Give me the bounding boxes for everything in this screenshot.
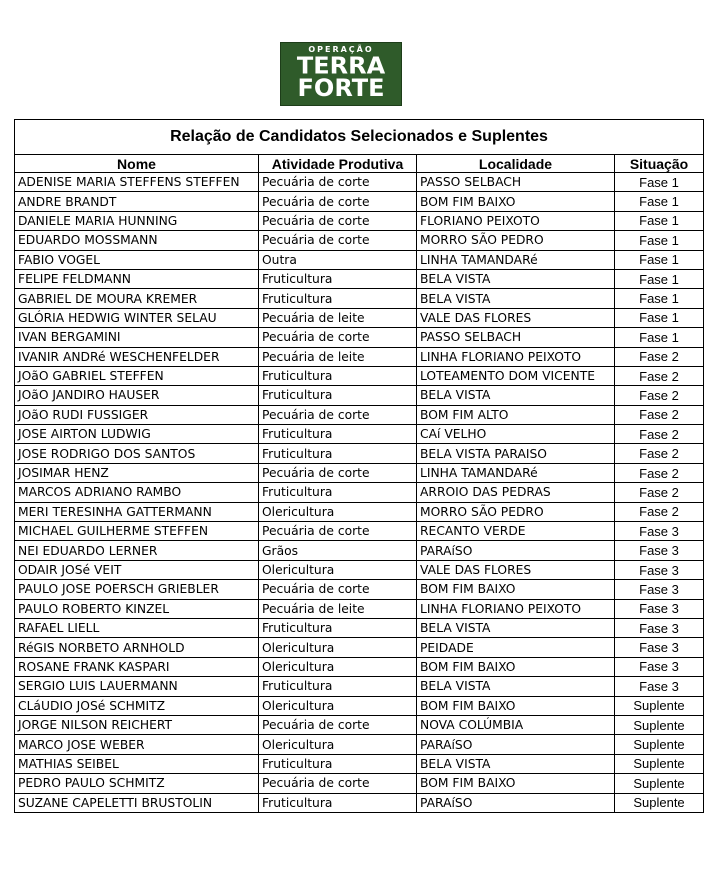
cell-nome: JOãO RUDI FUSSIGER xyxy=(15,405,259,424)
table-row xyxy=(15,250,704,269)
cell-localidade: VALE DAS FLORES xyxy=(417,560,615,579)
cell-situacao: Suplente xyxy=(615,793,704,812)
cell-localidade: NOVA COLÚMBIA xyxy=(417,715,615,734)
cell-atividade: Pecuária de corte xyxy=(259,715,417,734)
table-row xyxy=(15,289,704,308)
cell-localidade: PARAíSO xyxy=(417,541,615,560)
cell-localidade: PASSO SELBACH xyxy=(417,173,615,192)
cell-localidade: LINHA TAMANDARé xyxy=(417,463,615,482)
cell-localidade: MORRO SÃO PEDRO xyxy=(417,502,615,521)
cell-situacao: Fase 1 xyxy=(615,269,704,288)
cell-atividade: Fruticultura xyxy=(259,793,417,812)
table-row xyxy=(15,560,704,579)
table-row xyxy=(15,405,704,424)
cell-localidade: BELA VISTA xyxy=(417,386,615,405)
cell-atividade: Pecuária de corte xyxy=(259,328,417,347)
cell-nome: NEI EDUARDO LERNER xyxy=(15,541,259,560)
cell-atividade: Pecuária de corte xyxy=(259,405,417,424)
cell-localidade: LINHA TAMANDARé xyxy=(417,250,615,269)
table-row xyxy=(15,483,704,502)
cell-situacao: Suplente xyxy=(615,696,704,715)
cell-nome: JOSE AIRTON LUDWIG xyxy=(15,425,259,444)
cell-localidade: CAí VELHO xyxy=(417,425,615,444)
table-title: Relação de Candidatos Selecionados e Suplentes xyxy=(15,120,704,155)
cell-situacao: Suplente xyxy=(615,774,704,793)
cell-situacao: Suplente xyxy=(615,754,704,773)
cell-atividade: Pecuária de corte xyxy=(259,173,417,192)
table-row xyxy=(15,269,704,288)
cell-atividade: Olericultura xyxy=(259,696,417,715)
cell-nome: CLáUDIO JOSé SCHMITZ xyxy=(15,696,259,715)
cell-nome: JOãO JANDIRO HAUSER xyxy=(15,386,259,405)
cell-atividade: Olericultura xyxy=(259,638,417,657)
header-nome: Nome xyxy=(15,155,259,173)
table-row xyxy=(15,366,704,385)
cell-localidade: BELA VISTA xyxy=(417,754,615,773)
cell-atividade: Fruticultura xyxy=(259,289,417,308)
cell-nome: PEDRO PAULO SCHMITZ xyxy=(15,774,259,793)
cell-atividade: Olericultura xyxy=(259,560,417,579)
cell-atividade: Fruticultura xyxy=(259,444,417,463)
cell-situacao: Fase 1 xyxy=(615,192,704,211)
cell-localidade: BOM FIM BAIXO xyxy=(417,774,615,793)
cell-nome: JOSIMAR HENZ xyxy=(15,463,259,482)
cell-situacao: Fase 2 xyxy=(615,347,704,366)
cell-situacao: Fase 3 xyxy=(615,560,704,579)
cell-localidade: ARROIO DAS PEDRAS xyxy=(417,483,615,502)
cell-localidade: PARAíSO xyxy=(417,735,615,754)
logo-top-text: OPERAÇÃO xyxy=(308,45,374,54)
cell-localidade: LOTEAMENTO DOM VICENTE xyxy=(417,366,615,385)
cell-atividade: Pecuária de corte xyxy=(259,231,417,250)
table-row xyxy=(15,425,704,444)
cell-situacao: Fase 3 xyxy=(615,580,704,599)
cell-localidade: PASSO SELBACH xyxy=(417,328,615,347)
table-row xyxy=(15,173,704,192)
cell-situacao: Suplente xyxy=(615,735,704,754)
table-row xyxy=(15,696,704,715)
table-row xyxy=(15,328,704,347)
table-row xyxy=(15,599,704,618)
cell-atividade: Grãos xyxy=(259,541,417,560)
cell-atividade: Fruticultura xyxy=(259,754,417,773)
cell-nome: FABIO VOGEL xyxy=(15,250,259,269)
cell-atividade: Pecuária de corte xyxy=(259,192,417,211)
candidates-table xyxy=(14,119,704,813)
cell-localidade: BOM FIM BAIXO xyxy=(417,657,615,676)
cell-atividade: Fruticultura xyxy=(259,425,417,444)
cell-nome: IVAN BERGAMINI xyxy=(15,328,259,347)
cell-atividade: Outra xyxy=(259,250,417,269)
cell-atividade: Pecuária de corte xyxy=(259,211,417,230)
table-row xyxy=(15,580,704,599)
cell-atividade: Fruticultura xyxy=(259,366,417,385)
cell-situacao: Fase 3 xyxy=(615,618,704,637)
cell-localidade: BELA VISTA PARAISO xyxy=(417,444,615,463)
cell-situacao: Fase 2 xyxy=(615,386,704,405)
cell-localidade: PEIDADE xyxy=(417,638,615,657)
table-row xyxy=(15,386,704,405)
cell-atividade: Pecuária de corte xyxy=(259,774,417,793)
cell-situacao: Fase 3 xyxy=(615,657,704,676)
cell-situacao: Fase 2 xyxy=(615,483,704,502)
cell-atividade: Fruticultura xyxy=(259,618,417,637)
cell-nome: DANIELE MARIA HUNNING xyxy=(15,211,259,230)
cell-situacao: Fase 1 xyxy=(615,308,704,327)
table-row xyxy=(15,754,704,773)
table-row xyxy=(15,231,704,250)
cell-atividade: Pecuária de leite xyxy=(259,308,417,327)
cell-nome: ADENISE MARIA STEFFENS STEFFEN xyxy=(15,173,259,192)
cell-localidade: BELA VISTA xyxy=(417,677,615,696)
cell-localidade: FLORIANO PEIXOTO xyxy=(417,211,615,230)
cell-nome: MERI TERESINHA GATTERMANN xyxy=(15,502,259,521)
table-row xyxy=(15,522,704,541)
cell-nome: GLÓRIA HEDWIG WINTER SELAU xyxy=(15,308,259,327)
cell-nome: JOSE RODRIGO DOS SANTOS xyxy=(15,444,259,463)
cell-situacao: Fase 1 xyxy=(615,211,704,230)
cell-localidade: BELA VISTA xyxy=(417,269,615,288)
cell-nome: JORGE NILSON REICHERT xyxy=(15,715,259,734)
table-row xyxy=(15,347,704,366)
cell-situacao: Fase 1 xyxy=(615,231,704,250)
cell-situacao: Fase 2 xyxy=(615,425,704,444)
cell-nome: IVANIR ANDRé WESCHENFELDER xyxy=(15,347,259,366)
cell-nome: MARCOS ADRIANO RAMBO xyxy=(15,483,259,502)
cell-situacao: Fase 3 xyxy=(615,677,704,696)
cell-nome: ROSANE FRANK KASPARI xyxy=(15,657,259,676)
cell-localidade: BOM FIM BAIXO xyxy=(417,580,615,599)
cell-situacao: Fase 3 xyxy=(615,638,704,657)
cell-nome: MATHIAS SEIBEL xyxy=(15,754,259,773)
cell-nome: EDUARDO MOSSMANN xyxy=(15,231,259,250)
cell-atividade: Pecuária de leite xyxy=(259,347,417,366)
cell-situacao: Fase 2 xyxy=(615,444,704,463)
cell-atividade: Fruticultura xyxy=(259,483,417,502)
cell-atividade: Olericultura xyxy=(259,735,417,754)
table-row xyxy=(15,192,704,211)
cell-localidade: BELA VISTA xyxy=(417,618,615,637)
cell-situacao: Fase 2 xyxy=(615,502,704,521)
header-atividade: Atividade Produtiva xyxy=(259,155,417,173)
cell-atividade: Pecuária de corte xyxy=(259,580,417,599)
table-row xyxy=(15,618,704,637)
cell-situacao: Fase 2 xyxy=(615,366,704,385)
cell-atividade: Pecuária de leite xyxy=(259,599,417,618)
cell-situacao: Fase 1 xyxy=(615,289,704,308)
header-localidade: Localidade xyxy=(417,155,615,173)
cell-situacao: Fase 2 xyxy=(615,405,704,424)
cell-localidade: VALE DAS FLORES xyxy=(417,308,615,327)
table-row xyxy=(15,444,704,463)
cell-nome: PAULO ROBERTO KINZEL xyxy=(15,599,259,618)
cell-situacao: Suplente xyxy=(615,715,704,734)
table-row xyxy=(15,211,704,230)
cell-situacao: Fase 1 xyxy=(615,173,704,192)
cell-atividade: Olericultura xyxy=(259,657,417,676)
cell-nome: MARCO JOSE WEBER xyxy=(15,735,259,754)
cell-localidade: BELA VISTA xyxy=(417,289,615,308)
table-row xyxy=(15,657,704,676)
cell-nome: RéGIS NORBETO ARNHOLD xyxy=(15,638,259,657)
cell-localidade: BOM FIM ALTO xyxy=(417,405,615,424)
cell-atividade: Fruticultura xyxy=(259,269,417,288)
table-row xyxy=(15,715,704,734)
cell-situacao: Fase 1 xyxy=(615,328,704,347)
cell-localidade: PARAíSO xyxy=(417,793,615,812)
cell-nome: ODAIR JOSé VEIT xyxy=(15,560,259,579)
table-row xyxy=(15,502,704,521)
cell-nome: PAULO JOSE POERSCH GRIEBLER xyxy=(15,580,259,599)
table-row xyxy=(15,793,704,812)
table-row xyxy=(15,677,704,696)
cell-situacao: Fase 1 xyxy=(615,250,704,269)
cell-localidade: LINHA FLORIANO PEIXOTO xyxy=(417,347,615,366)
logo-line-2: FORTE xyxy=(297,74,385,102)
cell-nome: SERGIO LUIS LAUERMANN xyxy=(15,677,259,696)
cell-localidade: LINHA FLORIANO PEIXOTO xyxy=(417,599,615,618)
table-row xyxy=(15,463,704,482)
cell-nome: SUZANE CAPELETTI BRUSTOLIN xyxy=(15,793,259,812)
cell-nome: RAFAEL LIELL xyxy=(15,618,259,637)
terra-forte-logo xyxy=(280,42,402,106)
header-situacao: Situação xyxy=(615,155,704,173)
cell-nome: GABRIEL DE MOURA KREMER xyxy=(15,289,259,308)
cell-nome: JOãO GABRIEL STEFFEN xyxy=(15,366,259,385)
cell-nome: MICHAEL GUILHERME STEFFEN xyxy=(15,522,259,541)
table-row xyxy=(15,735,704,754)
cell-nome: FELIPE FELDMANN xyxy=(15,269,259,288)
cell-situacao: Fase 3 xyxy=(615,599,704,618)
cell-situacao: Fase 3 xyxy=(615,522,704,541)
table-row xyxy=(15,541,704,560)
logo-line-1: TERRA xyxy=(296,52,386,80)
cell-localidade: BOM FIM BAIXO xyxy=(417,192,615,211)
cell-situacao: Fase 3 xyxy=(615,541,704,560)
cell-atividade: Pecuária de corte xyxy=(259,522,417,541)
cell-localidade: RECANTO VERDE xyxy=(417,522,615,541)
cell-situacao: Fase 2 xyxy=(615,463,704,482)
table-row xyxy=(15,308,704,327)
cell-atividade: Fruticultura xyxy=(259,386,417,405)
cell-nome: ANDRE BRANDT xyxy=(15,192,259,211)
cell-atividade: Olericultura xyxy=(259,502,417,521)
table-row xyxy=(15,774,704,793)
cell-atividade: Fruticultura xyxy=(259,677,417,696)
table-row xyxy=(15,638,704,657)
cell-atividade: Pecuária de corte xyxy=(259,463,417,482)
cell-localidade: MORRO SÃO PEDRO xyxy=(417,231,615,250)
cell-localidade: BOM FIM BAIXO xyxy=(417,696,615,715)
